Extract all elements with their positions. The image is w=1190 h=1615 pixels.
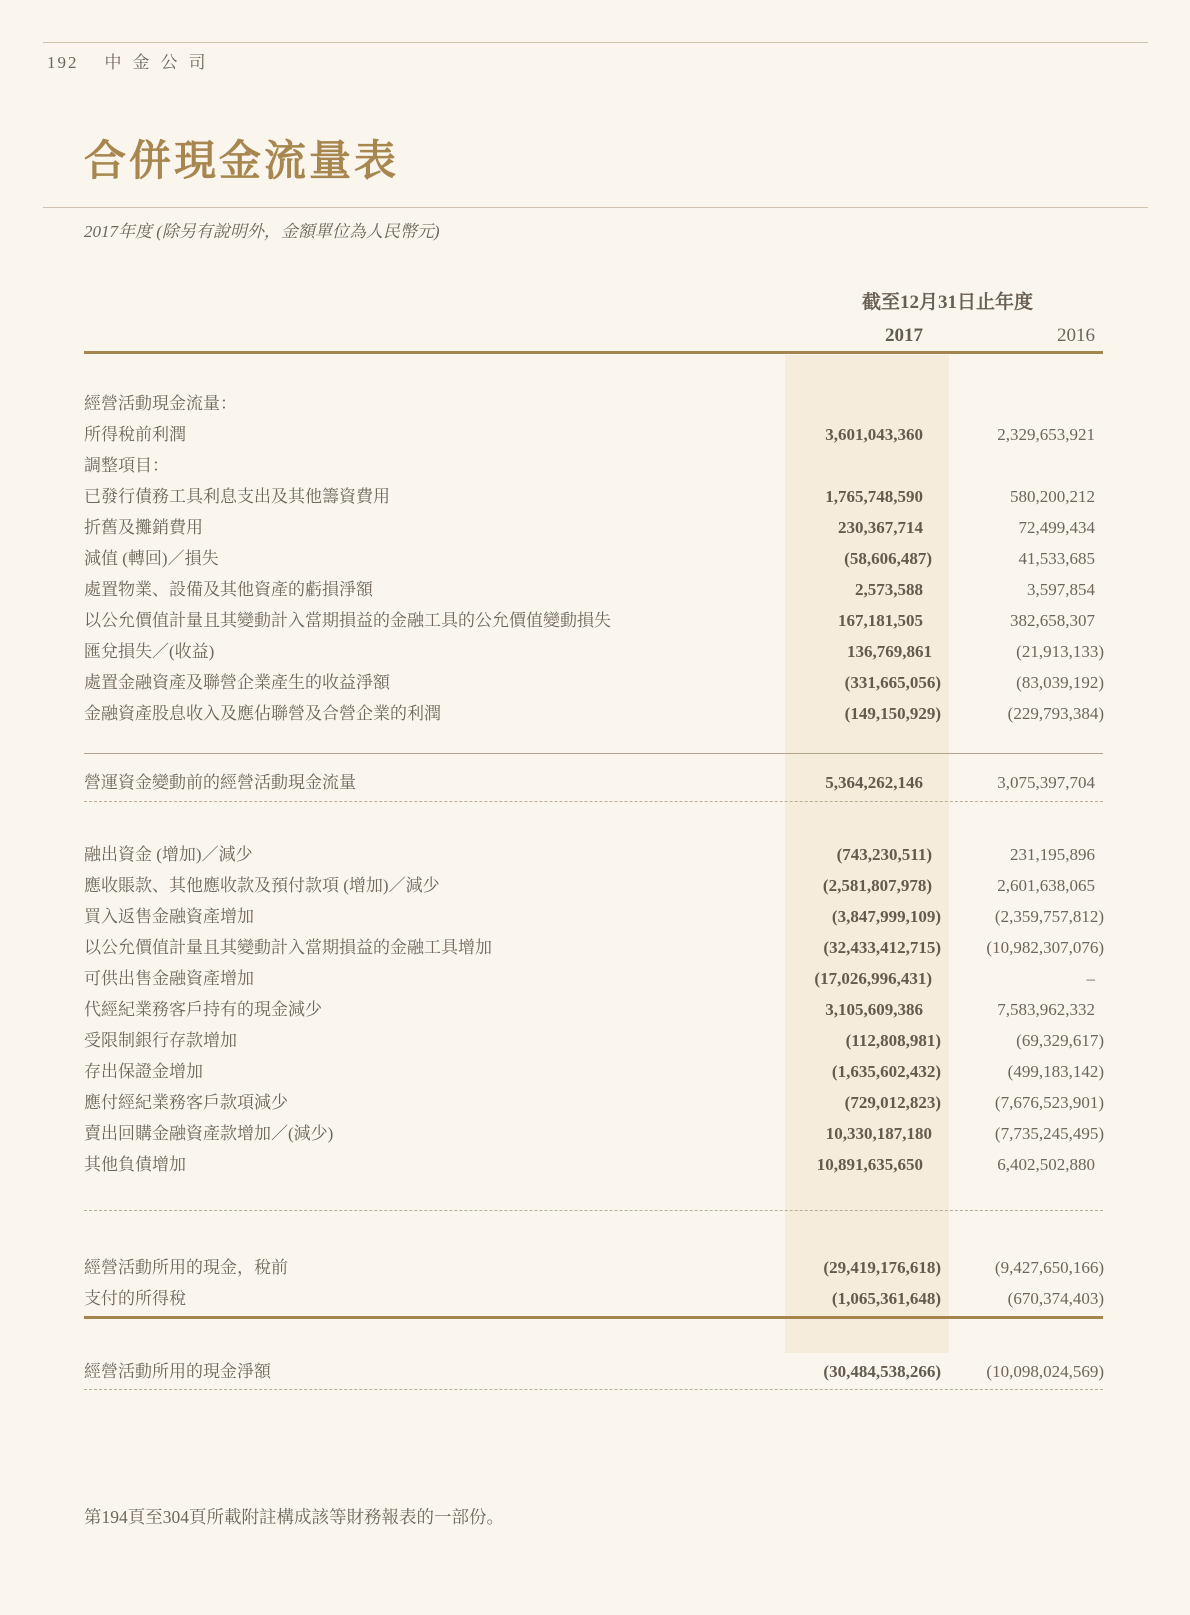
value-2016: (2,359,757,812) (994, 907, 1104, 926)
statement-row (84, 481, 1110, 512)
value-2016: (7,735,245,495) (994, 1124, 1104, 1143)
period-header: 截至12月31日止年度 (861, 292, 1033, 313)
statement-row (84, 1118, 1110, 1149)
row-label: 融出資金 (增加)／減少 (84, 845, 253, 864)
row-label: 代經紀業務客戶持有的現金減少 (84, 1000, 322, 1019)
value-2016: 2,601,638,065 (997, 876, 1095, 895)
value-2017: 10,330,187,180 (825, 1124, 932, 1143)
value-2017: (17,026,996,431) (814, 969, 932, 988)
value-2017: (1,635,602,432) (831, 1062, 941, 1081)
row-label: 經營活動所用的現金淨額 (84, 1362, 271, 1381)
value-2016: (69,329,617) (1016, 1031, 1104, 1050)
statement-row (84, 698, 1110, 729)
value-2016: 41,533,685 (1018, 549, 1095, 568)
footnote: 第194頁至304頁所載附註構成該等財務報表的一部份。 (84, 1507, 504, 1527)
statement-row (84, 574, 1110, 605)
value-2017: (1,065,361,648) (831, 1289, 941, 1308)
title-rule (43, 207, 1148, 208)
statement-row (84, 450, 1110, 481)
value-2016: 2,329,653,921 (997, 425, 1095, 444)
value-2017: (3,847,999,109) (831, 907, 941, 926)
document-title: 合併現金流量表 (84, 139, 400, 185)
value-2016: (10,098,024,569) (986, 1362, 1104, 1381)
row-label: 應付經紀業務客戶款項減少 (84, 1093, 288, 1112)
value-2016 (941, 388, 1110, 419)
statement-row (84, 1056, 1110, 1087)
row-label: 營運資金變動前的經營活動現金流量 (84, 773, 356, 792)
statement-row (84, 901, 1110, 932)
statement-row (84, 963, 1110, 994)
row-label: 減值 (轉回)／損失 (84, 549, 219, 568)
table-header-line (84, 351, 1103, 354)
value-2017: (29,419,176,618) (823, 1258, 941, 1277)
value-2017: 10,891,635,650 (816, 1155, 923, 1174)
statement-row (84, 388, 1110, 419)
statement-row (84, 932, 1110, 963)
value-2016: (670,374,403) (1007, 1289, 1104, 1308)
value-2016: 6,402,502,880 (997, 1155, 1095, 1174)
year-header-spacer (84, 325, 710, 347)
value-2016 (941, 450, 1110, 481)
value-2017: (149,150,929) (844, 704, 941, 723)
value-2016: (499,183,142) (1007, 1062, 1104, 1081)
statement-row (84, 1087, 1110, 1118)
row-label: 以公允價值計量且其變動計入當期損益的金融工具的公允價值變動損失 (84, 611, 611, 630)
value-2017: (58,606,487) (844, 549, 932, 568)
row-label: 調整項目： (84, 456, 169, 475)
value-2016: (7,676,523,901) (994, 1093, 1104, 1112)
statement-row (84, 870, 1110, 901)
value-2017: 2,573,588 (855, 580, 923, 599)
value-2016: 72,499,434 (1018, 518, 1095, 537)
column-header-2016: 2016 (1057, 325, 1095, 346)
value-2017 (728, 388, 941, 419)
statement-row (84, 839, 1110, 870)
value-2017: (331,665,056) (844, 673, 941, 692)
value-2017: (112,808,981) (845, 1031, 941, 1050)
row-label: 以公允價值計量且其變動計入當期損益的金融工具增加 (84, 938, 492, 957)
row-label: 已發行債務工具利息支出及其他籌資費用 (84, 487, 390, 506)
value-2017: 3,105,609,386 (825, 1000, 923, 1019)
value-2016: (229,793,384) (1007, 704, 1104, 723)
divider-dashed (84, 801, 1103, 802)
column-header-2017: 2017 (885, 325, 923, 346)
divider-dashed (84, 1389, 1103, 1390)
row-label: 金融資產股息收入及應佔聯營及合營企業的利潤 (84, 704, 441, 723)
row-label: 處置物業、設備及其他資產的虧損淨額 (84, 580, 373, 599)
value-2017: (2,581,807,978) (822, 876, 932, 895)
value-2016: 3,597,854 (1027, 580, 1095, 599)
row-label: 應收賬款、其他應收款及預付款項 (增加)／減少 (84, 876, 440, 895)
top-rule (43, 42, 1148, 43)
row-label: 所得稅前利潤 (84, 425, 186, 444)
value-2016: 3,075,397,704 (997, 773, 1095, 792)
value-2017: (30,484,538,266) (823, 1362, 941, 1381)
statement-row (84, 767, 1110, 798)
row-label: 經營活動現金流量： (84, 394, 237, 413)
year-header-row (84, 325, 1110, 347)
divider-solid (84, 753, 1103, 754)
table-body (84, 388, 1110, 1390)
statement-row (84, 1149, 1110, 1180)
statement-row (84, 419, 1110, 450)
row-label: 支付的所得稅 (84, 1289, 186, 1308)
value-2016: 382,658,307 (1010, 611, 1095, 630)
value-2016: 7,583,962,332 (997, 1000, 1095, 1019)
value-2016: 580,200,212 (1010, 487, 1095, 506)
statement-row (84, 1025, 1110, 1056)
row-label: 受限制銀行存款增加 (84, 1031, 237, 1050)
statement-row (84, 1356, 1110, 1387)
row-label: 匯兌損失／(收益) (84, 642, 215, 661)
value-2016: – (1086, 969, 1095, 988)
page-header (47, 52, 217, 74)
statement-row (84, 1252, 1110, 1283)
value-2017: 1,765,748,590 (825, 487, 923, 506)
value-2017: (32,433,412,715) (823, 938, 941, 957)
statement-row (84, 636, 1110, 667)
statement-row (84, 994, 1110, 1025)
divider-gold (84, 1316, 1103, 1319)
row-label: 處置金融資產及聯營企業產生的收益淨額 (84, 673, 390, 692)
row-label: 其他負債增加 (84, 1155, 186, 1174)
company-name: 中金公司 (104, 53, 217, 72)
value-2016: 231,195,896 (1010, 845, 1095, 864)
value-2017: 136,769,861 (847, 642, 932, 661)
row-label: 買入返售金融資產增加 (84, 907, 254, 926)
value-2017: 5,364,262,146 (825, 773, 923, 792)
statement-row (84, 543, 1110, 574)
row-label: 折舊及攤銷費用 (84, 518, 203, 537)
value-2017: 3,601,043,360 (825, 425, 923, 444)
value-2017: (729,012,823) (844, 1093, 941, 1112)
value-2016: (21,913,133) (1016, 642, 1104, 661)
row-label: 存出保證金增加 (84, 1062, 203, 1081)
value-2016: (9,427,650,166) (994, 1258, 1104, 1277)
value-2016: (10,982,307,076) (986, 938, 1104, 957)
value-2017 (728, 450, 941, 481)
value-2016: (83,039,192) (1016, 673, 1104, 692)
divider-dashed (84, 1210, 1103, 1211)
value-2017: (743,230,511) (836, 845, 932, 864)
statement-row (84, 667, 1110, 698)
row-label: 賣出回購金融資產款增加／(減少) (84, 1124, 334, 1143)
page-number: 192 (47, 53, 79, 72)
value-2017: 230,367,714 (838, 518, 923, 537)
row-label: 經營活動所用的現金，稅前 (84, 1258, 288, 1277)
document-subtitle: 2017年度 (除另有說明外，金額單位為人民幣元) (84, 222, 440, 241)
statement-row (84, 605, 1110, 636)
value-2017: 167,181,505 (838, 611, 923, 630)
row-label: 可供出售金融資產增加 (84, 969, 254, 988)
statement-row (84, 1283, 1110, 1314)
statement-row (84, 512, 1110, 543)
